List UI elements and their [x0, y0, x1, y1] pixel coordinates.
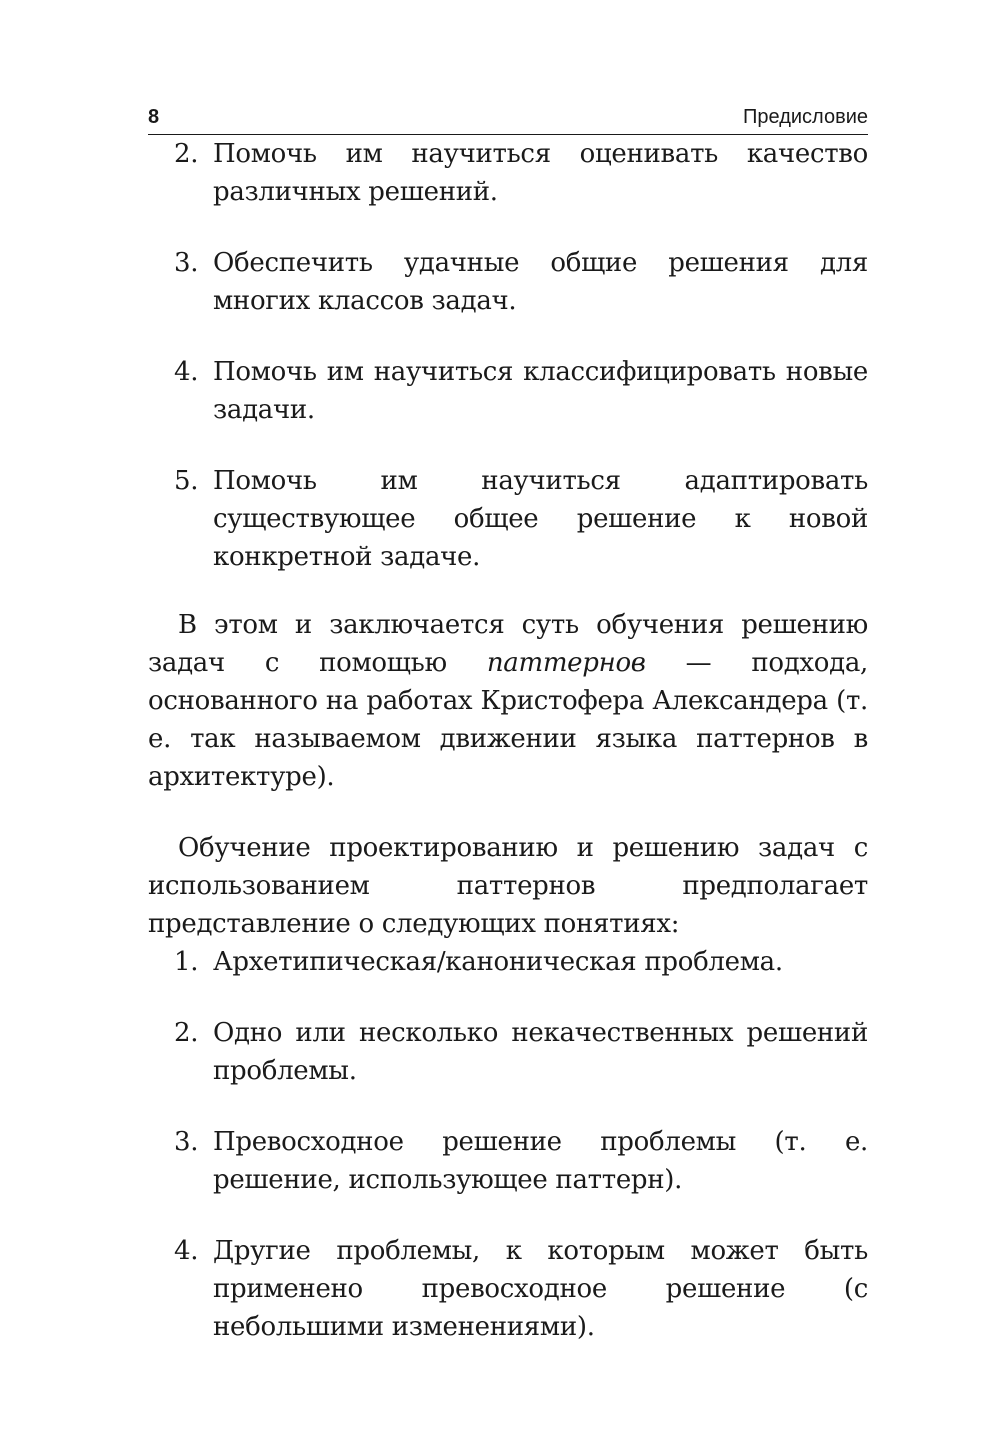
- list-item-text: Помочь им научиться классифицировать новые задачи.: [213, 357, 868, 425]
- paragraph-text-end: — подхода, основанного на работах Кристофера Александера (т. е. так называемом движении языка паттернов в архитектуре).: [148, 648, 868, 792]
- list-item-number: 2.: [174, 1018, 199, 1048]
- section-title: Предисловие: [743, 106, 868, 128]
- paragraph-patterns-essence: [148, 606, 868, 796]
- list-item: [148, 135, 868, 211]
- list-item-number: 4.: [174, 357, 199, 387]
- list-item: [148, 353, 868, 429]
- page-number: 8: [148, 106, 160, 128]
- emphasized-term: паттернов: [486, 648, 646, 678]
- list-item: [148, 943, 868, 981]
- concepts-list: [148, 943, 868, 1346]
- list-item: [148, 1123, 868, 1199]
- list-item-text: Архетипическая/каноническая проблема.: [213, 947, 783, 977]
- running-header: [148, 100, 868, 135]
- list-item-text: Помочь им научиться адаптировать существующее общее решение к новой конкретной задаче.: [213, 466, 868, 572]
- book-page: [148, 100, 868, 1346]
- list-item: [148, 244, 868, 320]
- list-item-number: 3.: [174, 1127, 199, 1157]
- list-item-text: Помочь им научиться оценивать качество различных решений.: [213, 139, 868, 207]
- list-item-number: 3.: [174, 248, 199, 278]
- paragraph-text-start: В этом и заключается суть обучения решению задач с помощью: [148, 610, 868, 678]
- list-item-number: 1.: [174, 947, 199, 977]
- list-item-number: 4.: [174, 1236, 199, 1266]
- list-item-text: Одно или несколько некачественных решений проблемы.: [213, 1018, 868, 1086]
- list-item-text: Другие проблемы, к которым может быть применено превосходное решение (с небольшими изменениями).: [213, 1236, 868, 1342]
- list-item-number: 5.: [174, 466, 199, 496]
- list-item-text: Превосходное решение проблемы (т. е. решение, использующее паттерн).: [213, 1127, 868, 1195]
- list-item: [148, 1232, 868, 1346]
- list-item: [148, 462, 868, 576]
- list-item: [148, 1014, 868, 1090]
- list-item-number: 2.: [174, 139, 199, 169]
- paragraph-concepts-intro: Обучение проектированию и решению задач с использованием паттернов предполагает представление о следующих понятиях:: [148, 833, 868, 939]
- goals-list: [148, 135, 868, 576]
- list-item-text: Обеспечить удачные общие решения для многих классов задач.: [213, 248, 868, 316]
